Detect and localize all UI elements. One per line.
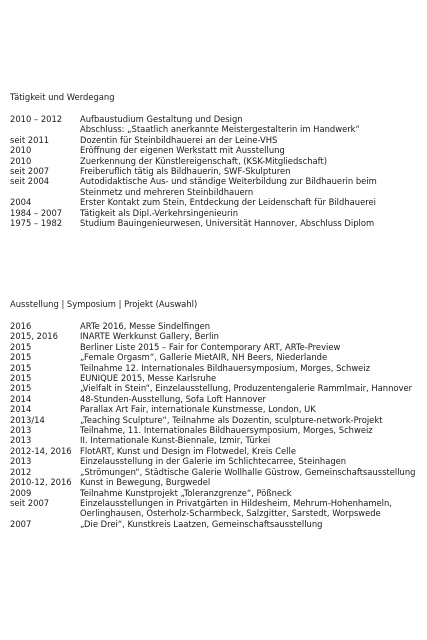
entry-description xyxy=(80,135,420,145)
description-line: Studium Bauingenieurwesen, Universität Hannover, Abschluss Diplom xyxy=(80,218,375,229)
list-item xyxy=(10,425,420,435)
description-line: 48-Stunden-Ausstellung, Sofa Loft Hannover xyxy=(80,393,266,404)
list-item xyxy=(10,477,420,487)
entry-description xyxy=(80,394,420,404)
exhibitions-section xyxy=(10,299,420,529)
list-item xyxy=(10,218,420,228)
entry-description xyxy=(80,404,420,414)
list-item xyxy=(10,404,420,414)
description-line: Teilnahme Kunstprojekt „Toleranzgrenze“, Pößneck xyxy=(80,487,292,498)
list-item xyxy=(10,176,420,197)
description-line: Abschluss: „Staatlich anerkannte Meistergestalterin im Handwerk“ xyxy=(80,124,360,135)
entry-description xyxy=(80,342,420,352)
year-label: 2010 xyxy=(10,145,32,156)
entry-description xyxy=(80,446,420,456)
entry-description xyxy=(80,477,420,487)
entry-description xyxy=(80,176,420,197)
year-label: 2016 xyxy=(10,321,32,331)
entry-description xyxy=(80,145,420,155)
career-heading: Tätigkeit und Werdegang xyxy=(10,92,115,102)
list-item xyxy=(10,331,420,341)
description-line: Dozentin für Steinbildhauerei an der Leine-VHS xyxy=(80,134,278,145)
entry-description xyxy=(80,373,420,383)
description-line: FlotART, Kunst und Design im Flotwedel, Kreis Celle xyxy=(80,445,296,456)
year-label: 1984 – 2007 xyxy=(10,207,63,218)
entry-description xyxy=(80,488,420,498)
year-label: 2015 xyxy=(10,373,32,384)
list-item xyxy=(10,208,420,218)
year-label: seit 2007 xyxy=(10,166,50,177)
list-item xyxy=(10,394,420,404)
description-line: „Die Drei“, Kunstkreis Laatzen, Gemeinschaftsausstellung xyxy=(80,518,323,529)
list-item xyxy=(10,135,420,145)
list-item xyxy=(10,446,420,456)
exhibitions-heading: Ausstellung | Symposium | Projekt (Auswahl) xyxy=(10,299,198,309)
list-item xyxy=(10,197,420,207)
list-item xyxy=(10,498,420,519)
list-item xyxy=(10,456,420,466)
list-item xyxy=(10,519,420,529)
year-label: 2015 xyxy=(10,362,32,373)
description-line: Eröffnung der eigenen Werkstatt mit Ausstellung xyxy=(80,145,285,156)
description-line: EUNIQUE 2015, Messe Karlsruhe xyxy=(80,373,217,384)
description-line: Freiberuflich tätig als Bildhauerin, SWF-Skulpturen xyxy=(80,166,291,177)
list-item xyxy=(10,166,420,176)
description-line: Teilnahme 12. Internationales Bildhauersymposium, Morges, Schweiz xyxy=(80,362,371,373)
year-label: 2009 xyxy=(10,487,32,498)
entry-description xyxy=(80,383,420,393)
list-item xyxy=(10,145,420,155)
description-line: „Strömungen“, Städtische Galerie Wollhalle Güstrow, Gemeinschaftsausstellung xyxy=(80,466,416,477)
year-label: 2012-14, 2016 xyxy=(10,445,72,456)
entry-description xyxy=(80,363,420,373)
year-label: 2010-12, 2016 xyxy=(10,477,72,488)
entry-description xyxy=(80,435,420,445)
entry-description xyxy=(80,467,420,477)
description-line: Einzelausstellungen in Privatgärten in Hildesheim, Mehrum-Hohenhameln, xyxy=(80,497,392,508)
year-label: 2015, 2016 xyxy=(10,331,58,342)
list-item xyxy=(10,373,420,383)
entry-description xyxy=(80,166,420,176)
entry-description xyxy=(80,156,420,166)
description-line: II. Internationale Kunst-Biennale, Izmir, Türkei xyxy=(80,435,271,446)
description-line: Autodidaktische Aus- und ständige Weiterbildung zur Bildhauerin beim xyxy=(80,176,377,187)
entry-description xyxy=(80,415,420,425)
list-item xyxy=(10,415,420,425)
year-label: seit 2007 xyxy=(10,497,50,508)
description-line: „Vielfalt in Stein“, Einzelausstellung, Produzentengalerie Rammlmair, Hannover xyxy=(80,383,413,394)
career-list xyxy=(10,114,420,228)
description-line: ARTe 2016, Messe Sindelfingen xyxy=(80,321,211,331)
description-line: Berliner Liste 2015 – Fair for Contemporary ART, ARTe-Preview xyxy=(80,341,341,352)
year-label: 2013/14 xyxy=(10,414,45,425)
year-label: seit 2004 xyxy=(10,176,50,187)
description-line: Oerlinghausen, Osterholz-Scharmbeck, Salzgitter, Sarstedt, Worpswede xyxy=(80,508,381,519)
year-label: 2013 xyxy=(10,425,32,436)
year-label: 2004 xyxy=(10,197,32,208)
year-label: 2014 xyxy=(10,404,32,415)
description-line: Steinmetz und mehreren Steinbildhauern xyxy=(80,186,254,197)
list-item xyxy=(10,114,420,135)
description-line: INARTE Werkkunst Gallery, Berlin xyxy=(80,331,219,342)
description-line: Aufbaustudium Gestaltung und Design xyxy=(80,114,243,124)
list-item xyxy=(10,321,420,331)
year-label: 2014 xyxy=(10,393,32,404)
description-line: Parallax Art Fair, internationale Kunstmesse, London, UK xyxy=(80,404,316,415)
description-line: Einzelausstellung in der Galerie im Schlichtecarree, Steinhagen xyxy=(80,456,347,467)
description-line: Kunst in Bewegung, Burgwedel xyxy=(80,477,211,488)
entry-description xyxy=(80,321,420,331)
entry-description xyxy=(80,208,420,218)
year-label: 2012 xyxy=(10,466,32,477)
year-label: seit 2011 xyxy=(10,134,50,145)
entry-description xyxy=(80,425,420,435)
entry-description xyxy=(80,519,420,529)
list-item xyxy=(10,435,420,445)
list-item xyxy=(10,363,420,373)
year-label: 2015 xyxy=(10,383,32,394)
description-line: „Teaching Sculpture“, Teilnahme als Dozentin, sculpture-network-Projekt xyxy=(80,414,383,425)
year-label: 2010 xyxy=(10,155,32,166)
exhibitions-list xyxy=(10,321,420,529)
year-label: 2015 xyxy=(10,341,32,352)
entry-description xyxy=(80,331,420,341)
entry-description xyxy=(80,456,420,466)
year-label: 2007 xyxy=(10,518,32,529)
description-line: Teilnahme, 11. Internationales Bildhauersymposium, Morges, Schweiz xyxy=(80,425,373,436)
year-label: 2015 xyxy=(10,352,32,363)
entry-description xyxy=(80,114,420,135)
list-item xyxy=(10,467,420,477)
year-label: 1975 – 1982 xyxy=(10,218,63,229)
description-line: Erster Kontakt zum Stein, Entdeckung der Leidenschaft für Bildhauerei xyxy=(80,197,376,208)
entry-description xyxy=(80,352,420,362)
year-label: 2013 xyxy=(10,456,32,467)
list-item xyxy=(10,156,420,166)
description-line: Zuerkennung der Künstlereigenschaft, (KSK-Mitgliedschaft) xyxy=(80,155,328,166)
description-line: „Female Orgasm“, Gallerie MietAIR, NH Beers, Niederlande xyxy=(80,352,328,363)
entry-description xyxy=(80,498,420,519)
year-label: 2010 – 2012 xyxy=(10,114,63,124)
list-item xyxy=(10,342,420,352)
year-label: 2013 xyxy=(10,435,32,446)
list-item xyxy=(10,383,420,393)
description-line: Tätigkeit als Dipl.-Verkehrsingenieurin xyxy=(80,207,239,218)
entry-description xyxy=(80,197,420,207)
list-item xyxy=(10,488,420,498)
career-section xyxy=(10,92,420,228)
entry-description xyxy=(80,218,420,228)
list-item xyxy=(10,352,420,362)
